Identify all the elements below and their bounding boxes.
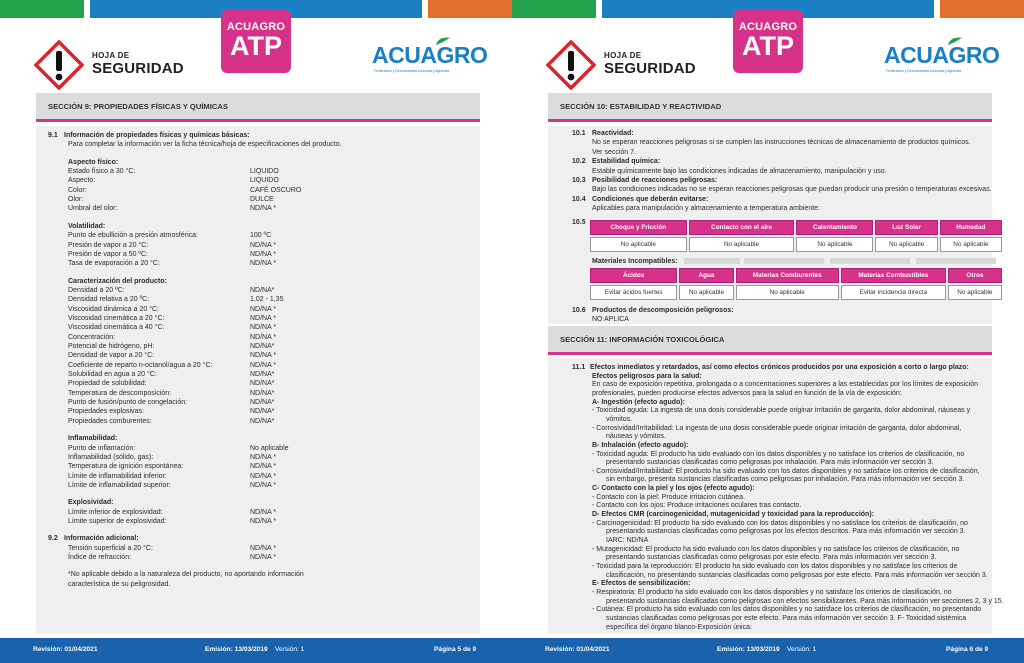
section-11-header: SECCIÓN 11: INFORMACIÓN TOXICOLÓGICA <box>548 326 992 355</box>
text-line: En caso de exposición repetitiva, prolongada o a concentraciones superiores a las establecidas por los límites de exposición <box>592 381 979 389</box>
field-heading: Posibilidad de reacciones peligrosas: <box>592 177 718 184</box>
field-heading: D- Efectos CMR (carcinogenicidad, mutagenicidad y toxicidad para la reproducción): <box>592 511 874 519</box>
table-header-cell: Calentamiento <box>796 220 873 235</box>
field-value: ND/NA * <box>250 314 277 322</box>
text-line: Solubilidad en agua a 20 °C: <box>68 371 157 379</box>
field-value: LIQUIDO <box>250 177 279 185</box>
field-value: ND/NA * <box>250 305 277 313</box>
field-heading: C- Contacto con la piel y los ojos (efecto agudo): <box>592 485 755 493</box>
field-heading: A- Ingestión (efecto agudo): <box>592 398 685 406</box>
text-line: vómitos. <box>606 415 633 423</box>
text-line: Tensión superficial a 20 °C: <box>68 544 153 552</box>
incompatible-materials-table <box>588 266 1004 302</box>
footer-pagina: Página 6 de 9 <box>946 646 989 653</box>
table-header-cell: Materias Combustibles <box>841 268 946 283</box>
field-value: ND/NA* <box>250 389 275 397</box>
text-line: Bajo las condiciones indicadas no se esperan reacciones peligrosas que puedan producir una presión o temperaturas excesivas. <box>592 186 992 194</box>
field-heading: Volatilidad: <box>68 222 106 230</box>
hazard-exclamation-icon <box>546 40 596 90</box>
text-line: Densidad a 20 ºC: <box>68 286 125 294</box>
text-line: Concentración: <box>68 333 116 341</box>
field-value: ND/NA * <box>250 324 277 332</box>
table-cell: Evitar ácidos fuertes <box>590 285 677 300</box>
text-line: - Toxicidad para la reproducción: El producto ha sido evaluado con los datos disponibles y no satisface los criterios de <box>592 562 958 570</box>
field-heading: Inflamabilidad: <box>68 435 118 443</box>
text-line: Estable químicamente bajo las condiciones indicadas de almacenamiento, manipulación y uso. <box>592 167 887 175</box>
table-header-cell: Humedad <box>940 220 1002 235</box>
acuagro-logo <box>372 38 488 78</box>
text-line: Estado físico a 30 °C: <box>68 168 136 176</box>
text-line: Para completar la información ver la ficha técnica/hoja de especificaciones del producto. <box>68 141 342 149</box>
text-line: presentando sustancias clasificadas como peligrosas con efectos sensibilizantes. Para más información ver secciones 2, 3 y 15. <box>606 597 1004 605</box>
field-heading: Efectos peligrosos para la salud: <box>592 372 702 380</box>
field-value: ND/NA * <box>250 205 277 213</box>
text-line: sustancias clasificadas como peligrosas por este efecto. Para más información ver sección 3. F- Toxicidad sistémica <box>606 614 967 622</box>
logo-tagline: Fertilizantes y Desinfectantes Acuícolas y Agrícolas <box>886 69 962 73</box>
text-line: Punto de inflamación: <box>68 444 136 452</box>
text-line: Umbral del olor: <box>68 205 118 213</box>
text-line: Densidad relativa a 20 ºC: <box>68 296 150 304</box>
field-value: ND/NA* <box>250 380 275 388</box>
text-line: Límite de inflamabilidad inferior: <box>68 472 167 480</box>
text-line: - Carcinogenicidad: El producto ha sido evaluado con los datos disponibles y no satisface los criterios de clasificación, no <box>592 519 968 527</box>
text-line: Coeficiente de reparto n-octanol/agua a 20 °C: <box>68 361 213 369</box>
table-header-cell: Luz Solar <box>875 220 937 235</box>
footer-version: Versión: 1 <box>787 646 817 653</box>
atp-brand: ACUAGRO <box>738 21 798 33</box>
text-line: Índice de refracción: <box>68 554 132 561</box>
text-line: Potencial de hidrógeno, pH: <box>68 343 155 350</box>
field-value: ND/NA* <box>250 399 275 407</box>
text-line: - Toxicidad aguda: El producto ha sido evaluado con los datos disponibles y no satisface los criterios de clasificación, no <box>592 450 965 458</box>
field-heading: Información de propiedades físicas y químicas básicas: <box>64 132 250 139</box>
text-line: Ver sección 7. <box>592 148 636 156</box>
text-line: Viscosidad cinemática a 40 °C: <box>68 324 165 332</box>
page-6 <box>512 0 1024 663</box>
text-line: - Corrosividad/Irritabilidad: La ingesta de una dosis considerable puede originar irritación de garganta, dolor abdominal, <box>592 424 962 432</box>
field-value: ND/NA * <box>250 250 277 258</box>
section-10-header: SECCIÓN 10: ESTABILIDAD Y REACTIVIDAD <box>548 93 992 122</box>
footer <box>512 638 1024 663</box>
field-value: ND/NA * <box>250 481 277 489</box>
section-11-body <box>548 358 1004 634</box>
leaf-icon <box>434 36 452 46</box>
field-heading: Efectos inmediatos y retardados, así como efectos crónicos producidos por una exposición a corto o largo plazo: <box>590 364 969 371</box>
text-line: Temperatura de ignición espontánea: <box>68 463 184 471</box>
item-number-10-6: 10.6 <box>572 307 586 314</box>
text-line: - Toxicidad aguda: La ingesta de una dosis considerable puede originar irritación de garganta, dolor abdominal, náuseas y <box>592 407 971 415</box>
field-value: No aplicable <box>250 444 289 452</box>
logo-wordmark: ACUAGRO <box>884 42 1000 68</box>
field-value: LIQUIDO <box>250 168 279 176</box>
placeholder-bar <box>830 258 910 264</box>
field-heading: E- Efectos de sensibilización: <box>592 580 691 588</box>
seguridad-title: SEGURIDAD <box>604 60 696 77</box>
table-cell: No aplicable <box>948 285 1002 300</box>
text-line: Punto de ebullición a presión atmosférica: <box>68 232 198 240</box>
field-value: ND/NA * <box>250 333 277 341</box>
table-header-cell: Ácidos <box>590 268 677 283</box>
table-cell: No aplicable <box>689 237 795 252</box>
section-9-body <box>36 126 480 634</box>
field-value: ND/NA* <box>250 371 275 379</box>
text-line: Límite de inflamabilidad superior: <box>68 481 171 489</box>
acuagro-atp-badge <box>733 10 803 73</box>
placeholder-bar <box>684 258 740 264</box>
text-line: Color: <box>68 186 87 194</box>
text-line: Aplicables para manipulación y almacenamiento a temperatura ambiente: <box>592 205 821 213</box>
field-value: DULCE <box>250 196 274 204</box>
text-line: náuseas y vómitos. <box>606 433 666 441</box>
table-header-cell: Otros <box>948 268 1002 283</box>
section-9-header: SECCIÓN 9: PROPIEDADES FÍSICAS Y QUÍMICAS <box>36 93 480 122</box>
footer-pagina: Página 5 de 9 <box>434 646 477 653</box>
text-line: presentando sustancias clasificadas como peligrosas por este efecto. Para más información ver sección 3. <box>606 554 937 562</box>
field-value: CAFÉ OSCURO <box>250 186 302 194</box>
top-bar-green <box>512 0 596 18</box>
text-line: *No aplicable debido a la naturaleza del producto, no aportando información <box>68 571 304 579</box>
logo-wordmark: ACUAGRO <box>372 42 488 68</box>
item-number: 10.1 <box>572 130 586 137</box>
item-number-10-5: 10.5 <box>572 219 586 226</box>
field-value: ND/NA * <box>250 453 277 461</box>
footer <box>0 638 512 663</box>
table-cell: No aplicable <box>796 237 873 252</box>
table-cell: Evitar incidencia directa <box>841 285 946 300</box>
text-line: - Contacto con la piel: Produce irritacion cutánea. <box>592 493 745 501</box>
text-line: Olor: <box>68 196 84 204</box>
text-line: Inflamabilidad (sólido, gas): <box>68 453 154 461</box>
hoja-de-label: HOJA DE <box>604 51 642 60</box>
placeholder-bar <box>744 258 824 264</box>
logo-tagline: Fertilizantes y Desinfectantes Acuícolas y Agrícolas <box>374 69 450 73</box>
field-heading: Información adicional: <box>64 535 139 543</box>
hoja-de-label: HOJA DE <box>92 51 130 60</box>
field-value: ND/NA * <box>250 361 277 369</box>
text-line: profesionales, pueden producirse efectos adversos para la salud en función de la vía de exposición: <box>592 389 902 397</box>
field-value: ND/NA * <box>250 472 277 480</box>
item-number: 9.2 <box>48 535 58 543</box>
footer-emision: Emisión: 13/03/2019 <box>717 646 780 653</box>
field-heading: Reactividad: <box>592 130 634 137</box>
text-line: Aspecto: <box>68 177 96 185</box>
field-heading: Aspecto físico: <box>68 158 119 166</box>
field-heading: B- Inhalación (efecto agudo): <box>592 441 689 449</box>
item-number: 11.1 <box>572 364 586 371</box>
table-cell: No aplicable <box>736 285 839 300</box>
table-cell: No aplicable <box>940 237 1002 252</box>
text-line: Tasa de evaporación a 20 °C: <box>68 260 160 268</box>
acuagro-logo <box>884 38 1000 78</box>
decomposition-products-value: NO APLICA <box>592 316 629 323</box>
text-line: Punto de fusión/punto de congelación: <box>68 399 188 407</box>
seguridad-title: SEGURIDAD <box>92 60 184 77</box>
conditions-table <box>588 218 1004 254</box>
text-line: - Corrosividad/Irritabilidad: El producto ha sido evaluado con los datos disponibles y no satisface los criterios de clasificación, <box>592 467 980 475</box>
text-line: Viscosidad dinámica a 20 °C: <box>68 305 159 313</box>
field-value: ND/NA * <box>250 352 277 360</box>
incompatible-materials-label: Materiales Incompatibles: <box>592 258 678 265</box>
top-bar-orange <box>428 0 512 18</box>
text-line: Límite inferior de explosividad: <box>68 508 163 516</box>
text-line: IARC: ND/NA <box>606 537 649 544</box>
item-number: 9.1 <box>48 132 58 139</box>
footer-revision: Revisión: 01/04/2021 <box>545 646 610 653</box>
field-value: ND/NA * <box>250 554 277 561</box>
footer-version: Versión: 1 <box>275 646 305 653</box>
footer-revision: Revisión: 01/04/2021 <box>33 646 98 653</box>
field-value: ND/NA * <box>250 260 277 268</box>
text-line: Viscosidad cinemática a 20 °C: <box>68 314 165 322</box>
text-line: Presión de vapor a 50 ºC: <box>68 250 148 258</box>
field-value: ND/NA * <box>250 241 277 249</box>
atp-text: ATP <box>742 31 794 61</box>
text-line: Límite superior de explosividad: <box>68 517 167 525</box>
table-header-cell: Materias Comburentes <box>736 268 839 283</box>
text-line: Densidad de vapor a 20 °C: <box>68 352 155 360</box>
field-value: ND/NA* <box>250 417 275 425</box>
text-line: Propiedad de solubilidad: <box>68 380 147 388</box>
field-value: ND/NA* <box>250 286 275 294</box>
top-bar-green <box>0 0 84 18</box>
field-heading: Condiciones que deberán evitarse: <box>592 195 709 203</box>
text-line: No se esperan reacciones peligrosas si se cumplen las instrucciones técnicas de almacenamiento de productos químicos. <box>592 139 971 147</box>
field-value: ND/NA * <box>250 544 277 552</box>
text-line: clasificación, no presentando sustancias clasificadas como peligrosas por este efecto. Para más información ver sección 3. <box>606 571 988 579</box>
field-heading: Explosividad: <box>68 499 114 507</box>
acuagro-atp-badge <box>221 10 291 73</box>
item-number: 10.4 <box>572 195 586 203</box>
text-line: Presión de vapor a 20 °C: <box>68 241 149 249</box>
table-cell: No aplicable <box>875 237 937 252</box>
text-line: específica del órgano blanco-Exposición única: <box>606 623 752 631</box>
field-value: ND/NA * <box>250 463 277 471</box>
field-value: 1,02 - 1,35 <box>250 296 284 304</box>
field-heading: Estabilidad química: <box>592 158 661 166</box>
text-line: presentando sustancias clasificadas como peligrosas por inhalación. Para más información ver sección 3. <box>606 459 934 467</box>
table-header-cell: Contacto con el aire <box>689 220 795 235</box>
item-number: 10.3 <box>572 177 586 184</box>
hazard-exclamation-icon <box>34 40 84 90</box>
section-10-body <box>548 126 992 324</box>
leaf-icon <box>946 36 964 46</box>
placeholder-bar <box>916 258 996 264</box>
text-line: Propiedades explosivas: <box>68 408 144 416</box>
table-header-cell: Choque y Fricción <box>590 220 687 235</box>
text-line: - Respiratoria: El producto ha sido evaluado con los datos disponibles y no satisface los criterios de clasificación, no <box>592 588 952 596</box>
field-value: ND/NA * <box>250 508 277 516</box>
atp-text: ATP <box>230 31 282 61</box>
text-line: característica de su peligrosidad. <box>68 580 171 588</box>
decomposition-products-label: Productos de descomposición peligrosos: <box>592 307 734 314</box>
table-cell: No aplicable <box>679 285 733 300</box>
atp-brand: ACUAGRO <box>226 21 286 33</box>
field-heading: Caracterización del producto: <box>68 277 167 285</box>
text-line: - Cutánea: El producto ha sido evaluado con los datos disponibles y no satisface los criterios de clasificación, no presentando <box>592 606 982 614</box>
field-value: ND/NA * <box>250 517 277 525</box>
footer-emision: Emisión: 13/03/2019 <box>205 646 268 653</box>
text-line: - Contacto con los ojos: Produce irritaciones oculares tras contacto. <box>592 502 802 510</box>
table-cell: No aplicable <box>590 237 687 252</box>
table-header-cell: Agua <box>679 268 733 283</box>
field-value: ND/NA* <box>250 408 275 416</box>
field-value: ND/NA* <box>250 343 275 350</box>
text-line: - Mutagenicidad: El producto ha sido evaluado con los datos disponibles y no satisface los criterios de clasificación, no <box>592 545 960 553</box>
text-line: sin embargo, presenta sustancias clasificadas como peligrosas por inhalación. Para más información ver sección 3. <box>606 476 965 484</box>
item-number: 10.2 <box>572 158 586 166</box>
text-line: Temperatura de descomposición: <box>68 389 172 397</box>
text-line: Propiedades comburentes: <box>68 417 152 425</box>
text-line: presentando sustancias clasificadas como peligrosas por los efectos descritos. Para más información ver sección 3. <box>606 528 966 536</box>
field-value: 100 ºC <box>250 232 272 240</box>
top-bar-orange <box>940 0 1024 18</box>
